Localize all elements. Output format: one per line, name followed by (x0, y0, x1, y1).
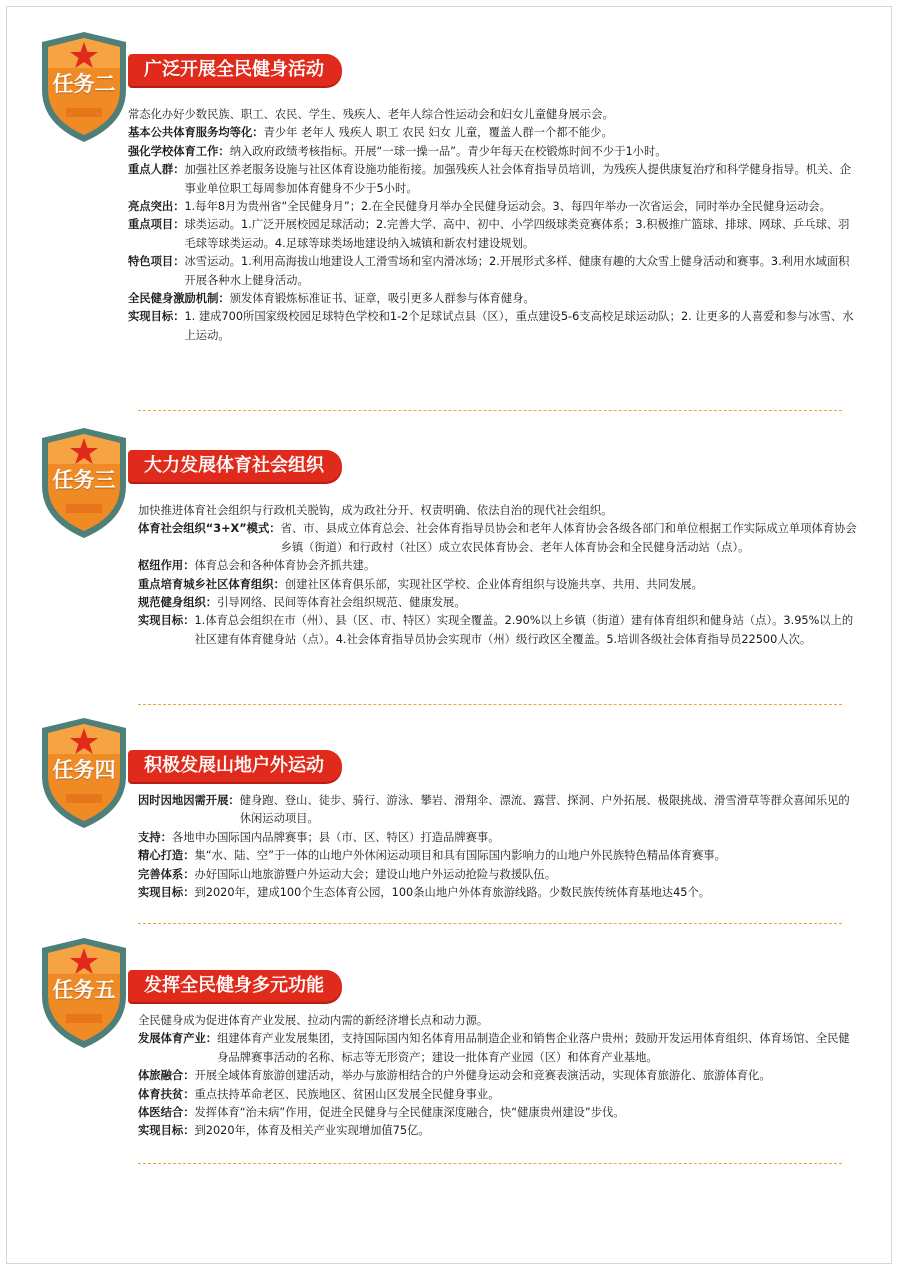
badge-label: 任务五 (52, 978, 116, 1002)
badge-label: 任务二 (52, 72, 116, 96)
section-body (138, 502, 860, 649)
list-item: 实现目标： 到2020年，体育及相关产业实现增加值75亿。 (138, 1124, 430, 1138)
badge-label: 任务四 (52, 758, 116, 782)
section-title: 广泛开展全民健身活动 (128, 54, 342, 86)
section-divider (138, 410, 842, 411)
list-item: 发展体育产业： 组建体育产业发展集团，支持国际国内知名体育用品制造企业和销售企业落户贵州；鼓励开发运用体育组织、体育场馆、全民健身品牌赛事活动的名称、标志等无形资产；建设一批体育产业园（区）和体育产业基地。 (138, 1032, 850, 1064)
section-divider (138, 1163, 842, 1164)
list-item: 基本公共体育服务均等化： 青少年 老年人 残疾人 职工 农民 妇女 儿童，覆盖人群一个都不能少。 (128, 126, 613, 140)
list-item: 特色项目： 冰雪运动。1.利用高海拔山地建设人工滑雪场和室内滑冰场；2.开展形式多样、健康有趣的大众雪上健身活动和赛事。3.利用水域面积开展各种水上健身活动。 (128, 255, 850, 287)
list-item: 体育社会组织“3+X”模式： 省、市、县成立体育总会、社会体育指导员协会和老年人体育协会各级各部门和单位根据工作实际成立单项体育协会乡镇（街道）和行政村（社区）成立农民体育协会、老年人体育协会和全民健身活动站（点）。 (138, 522, 857, 554)
badge-label: 任务三 (52, 468, 116, 492)
section-divider (138, 704, 842, 705)
section-intro: 加快推进体育社会组织与行政机关脱钩，成为政社分开、权责明确、依法自治的现代社会组织。 (138, 504, 613, 517)
list-item: 支持： 各地申办国际国内品牌赛事；县（市、区、特区）打造品牌赛事。 (138, 830, 500, 844)
list-item: 亮点突出： 1.每年8月为贵州省“全民健身月”；2.在全民健身月举办全民健身运动会。3、每四年举办一次省运会，同时举办全民健身运动会。 (128, 200, 831, 214)
task-badge (36, 28, 132, 146)
section-title: 积极发展山地户外运动 (128, 750, 342, 782)
section-intro: 全民健身成为促进体育产业发展、拉动内需的新经济增长点和动力源。 (138, 1014, 489, 1027)
list-item: 规范健身组织： 引导网络、民间等体育社会组织规范、健康发展。 (138, 596, 466, 610)
list-item: 完善体系： 办好国际山地旅游暨户外运动大会；建设山地户外运动抢险与救援队伍。 (138, 867, 557, 881)
list-item: 全民健身激励机制： 颁发体育锻炼标准证书、证章，吸引更多人群参与体育健身。 (128, 292, 535, 306)
section-title: 大力发展体育社会组织 (128, 450, 342, 482)
list-item: 重点项目： 球类运动。1.广泛开展校园足球活动；2.完善大学、高中、初中、小学四级球类竞赛体系；3.积极推广篮球、排球、网球、乒乓球、羽毛球等球类运动。4.足球等球类场地建设纳入城镇和新农村建设规划。 (128, 218, 850, 250)
task-badge (36, 934, 132, 1052)
list-item: 体医结合： 发挥体育“治未病”作用，促进全民健身与全民健康深度融合，快“健康贵州建设”步伐。 (138, 1106, 625, 1120)
list-item: 重点人群： 加强社区养老服务设施与社区体育设施功能衔接。加强残疾人社会体育指导员培训，为残疾人提供康复治疗和科学健身指导。机关、企事业单位职工每周参加体育健身不少于5小时。 (128, 163, 852, 195)
list-item: 重点培育城乡社区体育组织： 创建社区体育俱乐部，实现社区学校、企业体育组织与设施共享、共用、共同发展。 (138, 577, 703, 591)
task-badge (36, 714, 132, 832)
section-body (138, 792, 860, 902)
list-item: 实现目标： 1. 建成700所国家级校园足球特色学校和1-2个足球试点县（区），重点建设5-6支高校足球运动队；2. 让更多的人喜爱和参与冰雪、水上运动。 (128, 310, 854, 342)
section-body (128, 106, 860, 345)
section-title: 发挥全民健身多元功能 (128, 970, 342, 1002)
list-item: 体育扶贫： 重点扶持革命老区、民族地区、贫困山区发展全民健身事业。 (138, 1087, 500, 1101)
section-body (138, 1012, 860, 1141)
list-item: 精心打造： 集“水、陆、空”于一体的山地户外休闲运动项目和具有国际国内影响力的山地户外民族特色精品体育赛事。 (138, 849, 726, 863)
list-item: 强化学校体育工作： 纳入政府政绩考核指标。开展“一球一操一品”。青少年每天在校锻炼时间不少于1小时。 (128, 144, 667, 158)
task-badge (36, 424, 132, 542)
list-item: 因时因地因需开展： 健身跑、登山、徒步、骑行、游泳、攀岩、滑翔伞、漂流、露营、探洞、户外拓展、极限挑战、滑雪滑草等群众喜闻乐见的休闲运动项目。 (138, 794, 850, 826)
list-item: 实现目标： 1.体育总会组织在市（州）、县（区、市、特区）实现全覆盖。2.90%以上乡镇（街道）建有体育组织和健身站（点）。3.95%以上的社区建有体育健身站（点）。4.社会体育指导员协会实现市（州）级行政区全覆盖。5.培训各级社会体育指导员22500人次。 (138, 614, 854, 646)
list-item: 实现目标： 到2020年，建成100个生态体育公园，100条山地户外体育旅游线路。少数民族传统体育基地达45个。 (138, 886, 711, 900)
list-item: 体旅融合： 开展全域体育旅游创建活动，举办与旅游相结合的户外健身运动会和竞赛表演活动，实现体育旅游化、旅游体育化。 (138, 1069, 771, 1083)
list-item: 枢纽作用： 体育总会和各种体育协会齐抓共建。 (138, 559, 376, 573)
section-intro: 常态化办好少数民族、职工、农民、学生、残疾人、老年人综合性运动会和妇女儿童健身展示会。 (128, 108, 614, 121)
section-divider (138, 923, 842, 924)
